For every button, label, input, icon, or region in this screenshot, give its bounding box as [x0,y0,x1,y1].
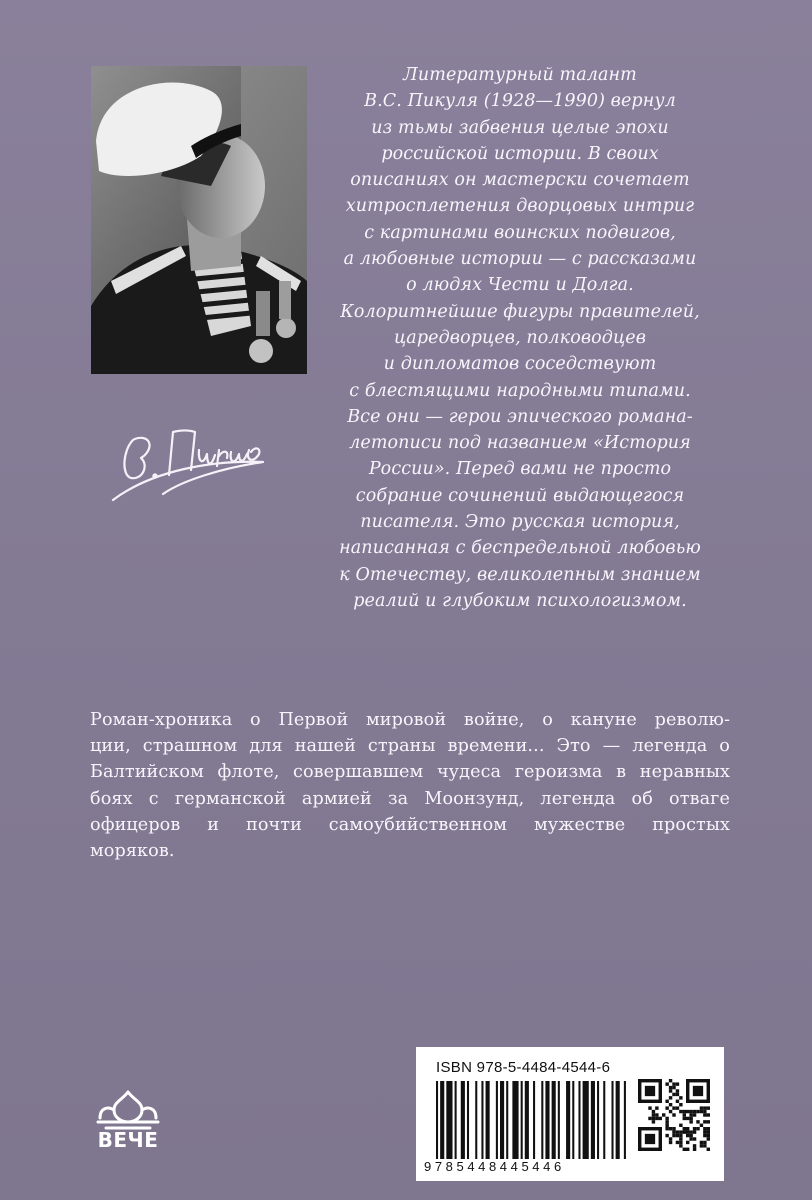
blurb-line: описаниях он мастерски сочетает [350,170,690,191]
description-line: Роман-хроника о Первой мировой войне, о кануне револю- [90,710,730,730]
description-line: боях с германской армией за Моонзунд, легенда об отваге [90,788,730,809]
blurb-line: летописи под названием «История [349,433,691,454]
blurb-line: российской истории. В своих [381,143,659,164]
blurb-line: собрание сочинений выдающегося [355,485,685,506]
blurb-line: о людях Чести и Долга. [406,275,634,296]
blurb-line: Колоритнейшие фигуры правителей, [340,301,700,322]
book-description [90,707,730,864]
blurb-line: царедворцев, полководцев [394,327,646,348]
blurb-line: к Отечеству, великолепным знанием [339,564,701,585]
blurb-line: Все они — герои эпического романа- [347,406,693,427]
publisher-name: ВЕЧЕ [97,1128,159,1152]
barcode-icon [436,1081,628,1159]
description-line: ции, страшном для нашей страны времени... Это — легенда о [90,736,730,757]
blurb-line: с блестящими народными типами. [349,380,691,401]
ean-digits: 9785448445446 [424,1159,565,1174]
barcode-area [416,1047,724,1181]
blurb-line: России». Перед вами не просто [368,459,672,480]
blurb-line: хитросплетения дворцовых интриг [345,196,695,217]
blurb-line: и дипломатов соседствуют [383,354,657,375]
blurb-line: писателя. Это русская история, [360,512,680,533]
blurb-line: а любовные истории — с рассказами [343,249,697,270]
description-line: офицеров и почти самоубийственном мужестве простых [90,814,730,835]
description-line: моряков. [90,841,175,862]
author-blurb [318,62,722,614]
blurb-line: с картинами воинских подвигов, [364,222,676,243]
blurb-line: В.С. Пикуля (1928—1990) вернул [364,91,676,112]
blurb-line: написанная с беспредельной любовью [339,538,701,559]
description-line: Балтийском флоте, совершавшем чудеса героизма в неравных [90,762,730,783]
blurb-line: из тьмы забвения целые эпохи [371,117,669,138]
isbn-label: ISBN 978-5-4484-4544-6 [436,1059,611,1076]
blurb-line: Литературный талант [403,65,637,85]
qr-code-icon [638,1079,710,1151]
author-photo [91,66,307,374]
blurb-line: реалий и глубоким психологизмом. [353,590,687,611]
author-signature [103,410,273,510]
